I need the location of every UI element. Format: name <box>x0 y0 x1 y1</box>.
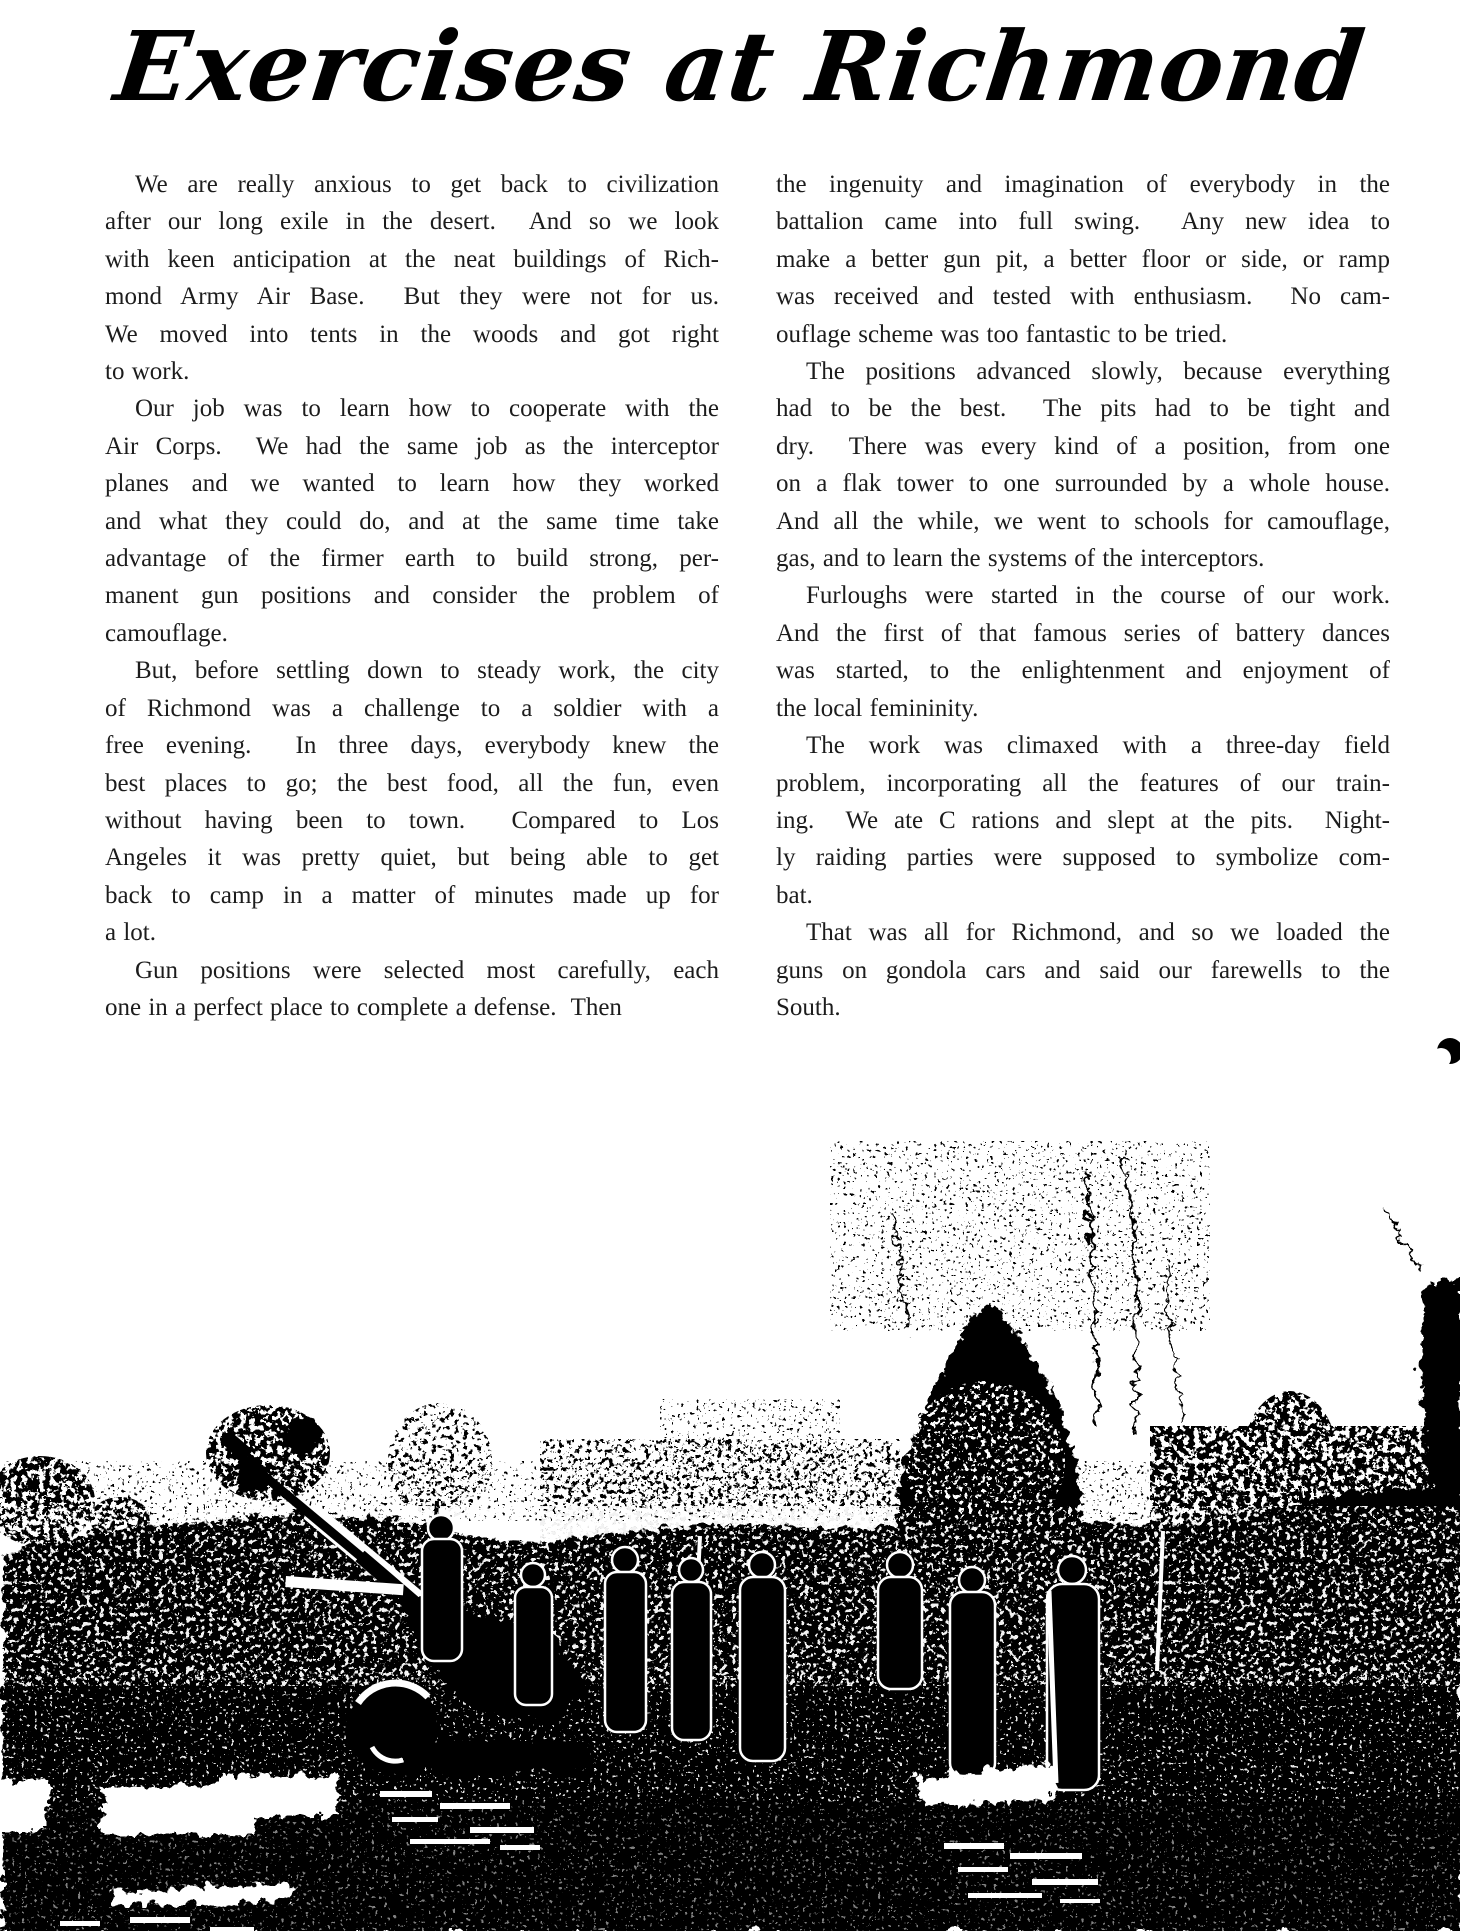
soldier-backlit <box>1047 1556 1099 1790</box>
text-line: problem, incorporating all the features of our train- <box>776 769 1390 797</box>
text-line: back to camp in a matter of minutes made up for <box>105 881 719 909</box>
text-line: But, before settling down to steady work, the city <box>135 657 719 685</box>
text-line: make a better gun pit, a better floor or side, or ramp <box>776 245 1390 273</box>
text-line: the ingenuity and imagination of everybody in the <box>776 171 1390 198</box>
paragraph <box>105 652 719 951</box>
paragraph <box>105 952 719 1027</box>
branch-speckle <box>830 1141 1210 1331</box>
text-column-right <box>776 166 1390 1026</box>
text-line: free evening. In three days, everybody knew the <box>105 732 719 760</box>
paragraph <box>776 353 1390 577</box>
text-line: the local femininity. <box>776 694 979 722</box>
text-line: camouflage. <box>105 619 228 647</box>
text-line: advantage of the firmer earth to build strong, per- <box>105 545 719 573</box>
text-line: best places to go; the best food, all the fun, even <box>105 769 719 797</box>
text-line: Our job was to learn how to cooperate with the <box>135 395 719 423</box>
text-column-left <box>105 166 719 1026</box>
paragraph <box>776 166 1390 353</box>
text-line: and what they could do, and at the same time take <box>105 507 719 535</box>
article-body <box>105 166 1390 1026</box>
text-line: And the first of that famous series of battery dances <box>776 619 1390 647</box>
paragraph <box>105 390 719 652</box>
text-line: guns on gondola cars and said our farewells to the <box>776 956 1390 984</box>
text-line: Angeles it was pretty quiet, but being able to get <box>105 844 719 872</box>
gun-carriage <box>398 1737 588 1771</box>
text-line: of Richmond was a challenge to a soldier with a <box>105 694 719 722</box>
text-line: on a flak tower to one surrounded by a whole house. <box>776 470 1390 498</box>
text-line: bat. <box>776 881 813 909</box>
text-line: And all the while, we went to schools for camouflage, <box>776 507 1390 535</box>
text-line: one in a perfect place to complete a defense. Then <box>105 993 622 1021</box>
text-line: to work. <box>105 358 190 386</box>
soldier <box>950 1567 995 1776</box>
soldier <box>672 1558 711 1740</box>
text-line: was started, to the enlightenment and enjoyment of <box>776 657 1390 685</box>
mid-foliage-speckle-upper <box>660 1399 840 1469</box>
text-line: without having been to town. Compared to Los <box>105 806 719 834</box>
soldier <box>740 1552 785 1761</box>
text-line: dry. There was every kind of a position, from one <box>776 432 1390 460</box>
paragraph <box>105 166 719 390</box>
text-line: We moved into tents in the woods and got right <box>105 320 719 348</box>
text-line: The work was climaxed with a three-day field <box>806 732 1390 760</box>
paragraph <box>776 727 1390 914</box>
text-line: We are really anxious to get back to civilization <box>135 171 719 198</box>
text-line: mond Army Air Base. But they were not for us. <box>105 283 719 311</box>
text-line: ly raiding parties were supposed to symbolize com- <box>776 844 1390 872</box>
text-line: battalion came into full swing. Any new idea to <box>776 208 1390 236</box>
page-corner-artifact <box>1431 1038 1460 1068</box>
text-line: was received and tested with enthusiasm. No cam- <box>776 283 1390 311</box>
text-line: ouflage scheme was too fantastic to be tried. <box>776 320 1228 348</box>
text-line: ing. We ate C rations and slept at the pits. Night- <box>776 806 1390 834</box>
paragraph <box>776 577 1390 727</box>
text-line: a lot. <box>105 919 156 947</box>
paragraph <box>776 914 1390 1026</box>
understory-light-speckle <box>0 1506 1460 1686</box>
text-line: Gun positions were selected most carefully, each <box>135 956 719 984</box>
soldier <box>605 1547 646 1732</box>
text-line: Air Corps. We had the same job as the interceptor <box>105 432 719 460</box>
text-line: planes and we wanted to learn how they worked <box>105 470 719 498</box>
text-line: South. <box>776 993 841 1021</box>
text-line: with keen anticipation at the neat buildings of Rich- <box>105 245 719 273</box>
text-line: had to be the best. The pits had to be tight and <box>776 395 1390 423</box>
text-line: The positions advanced slowly, because everything <box>806 358 1390 386</box>
photo-gun-crew <box>0 1031 1460 1931</box>
text-line: after our long exile in the desert. And so we look <box>105 208 719 236</box>
text-line: That was all for Richmond, and so we loaded the <box>806 919 1390 947</box>
text-line: manent gun positions and consider the problem of <box>105 582 719 610</box>
text-line: Furloughs were started in the course of our work. <box>806 582 1390 610</box>
text-line: gas, and to learn the systems of the interceptors. <box>776 545 1265 573</box>
page-title: Exercises at Richmond <box>109 10 1371 123</box>
